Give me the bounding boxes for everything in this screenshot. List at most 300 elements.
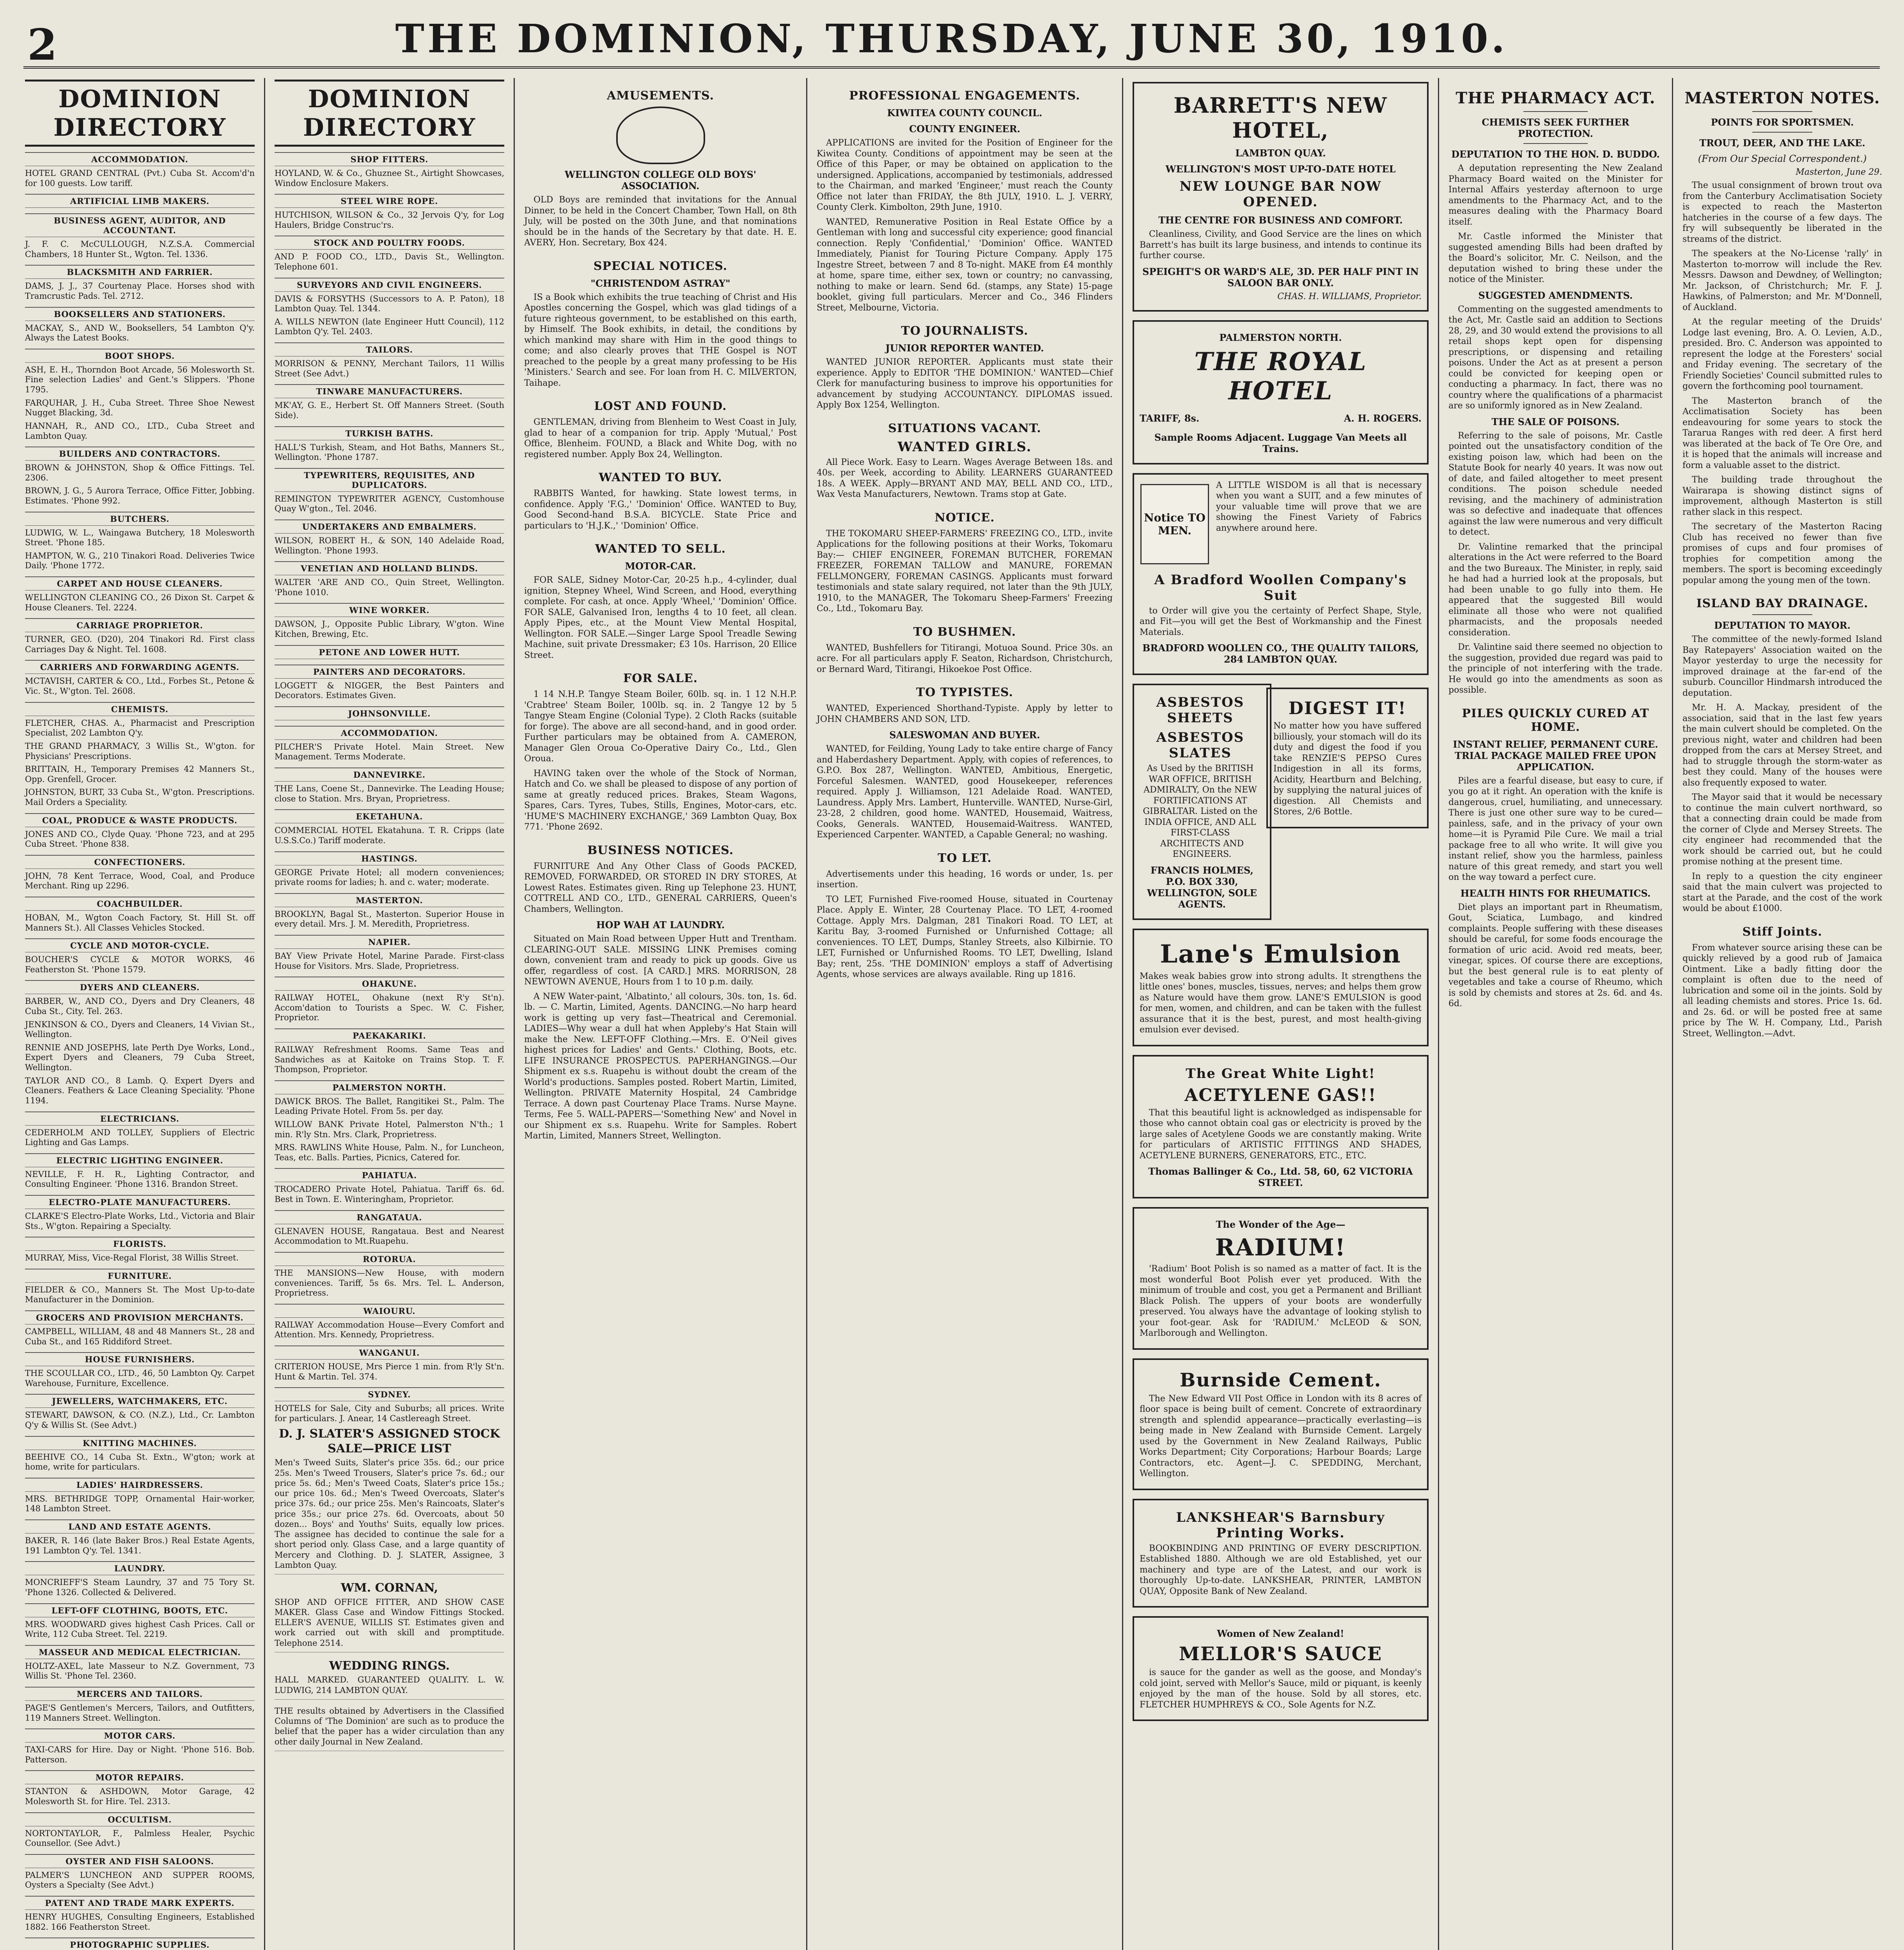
directory-category: TYPEWRITERS, REQUISITES, AND DUPLICATORS. bbox=[275, 468, 504, 492]
wanted-to-sell-body: FOR SALE, Sidney Motor-Car, 20-25 h.p., 4-cylinder, dual ignition, Stepney Wheel, Wind Screen, and Hood, everything complete. For cash, at once. Apply 'Wheel,' 'Dominion' Office. FOR SALE, Galvanised Iron, lengths 4 to 10 feet, all clean. Apply Pipes, etc., at the Mount View Mental Hospital, Wellington. FOR SALE.—Singer Large Spool Treadle Sewing Machine, suit private Dressmaker; £3 10s. Harrison, 20 Ellice Street. bbox=[524, 575, 797, 660]
lost-found-body: GENTLEMAN, driving from Blenheim to West Coast in July, glad to hear of a companion for trip. Apply 'Mutual,' Post Office, Blenheim. FOUND, a Black and White Dog, with no registered number. Apply Box 24, Wellington. bbox=[524, 417, 797, 459]
lost-found-heading: LOST AND FOUND. bbox=[594, 399, 727, 413]
divider bbox=[1752, 614, 1812, 615]
directory-entry: ASH, E. H., Thorndon Boot Arcade, 56 Molesworth St. Fine selection Ladies' and Gent.'s Slippers. 'Phone 1795. bbox=[25, 365, 255, 395]
directory-heading: DOMINION DIRECTORY bbox=[25, 80, 255, 147]
professional-body: APPLICATIONS are invited for the Position of Engineer for the Kiwitea County. Conditions of appointment may be seen at the Office of this Paper, or may be obtained on application to the undersigned. Applications, accompanied by testimonials, addressed to the Chairman, and marked 'Engineer,' must reach the County Office not later than FRIDAY, the 8th JULY, 1910. L. J. VERRY, County Clerk. Kimbolton, 29th June, 1910. bbox=[817, 138, 1113, 212]
directory-entry: NEVILLE, F. H. R., Lighting Contractor, and Consulting Engineer. 'Phone 1316. Brandon Street. bbox=[25, 1169, 255, 1189]
radium-head: The Wonder of the Age— bbox=[1216, 1219, 1346, 1230]
masterton-p4: The Masterton branch of the Acclimatisation Society has been endeavouring for some years to stock the Tararua Ranges with red deer. A first herd was liberated at the back of Te Ore Ore, and it is hoped that the animals will increase and form a valuable asset to the district. bbox=[1682, 396, 1882, 470]
woollen-body: A LITTLE WISDOM is all that is necessary when you want a SUIT, and a few minutes of your valuable time will prove that we are showing the Finest Variety of Fabrics anywhere around here. bbox=[1216, 480, 1422, 533]
directory-category: JOHNSONVILLE. bbox=[275, 706, 504, 720]
hotel-location: LAMBTON QUAY. bbox=[1235, 147, 1326, 159]
professional-heading: PROFESSIONAL ENGAGEMENTS. bbox=[849, 89, 1080, 103]
directory-entry: MRS. RAWLINS White House, Palm. N., for Luncheon, Teas, etc. Balls. Parties, Picnics, Catered for. bbox=[275, 1143, 504, 1162]
classified-ad bbox=[275, 1581, 504, 1652]
royal-meta bbox=[1140, 408, 1422, 427]
directory-entry: RAILWAY HOTEL, Ohakune (next R'y St'n). Accom'dation to Tourists a Spec. W. C. Fisher, Proprietor. bbox=[275, 993, 504, 1023]
directory-category: CARPET AND HOUSE CLEANERS. bbox=[25, 576, 255, 590]
special-notice-body: IS a Book which exhibits the true teaching of Christ and His Apostles concerning the Gospel, which was glad tidings of a future righteous government, to be established on this earth, by Himself. The Book exhibits, in detail, the conditions by which mankind may share with Him in the good things to come; and also clearly proves that THE Gospel is NOT preached to the people by a great many professing to be His 'Ministers.' Search and see. For loan from H. C. MILVERTON, Taihape. bbox=[524, 292, 797, 388]
directory-entry: BARBER, W., AND CO., Dyers and Dry Cleaners, 48 Cuba St., City. Tel. 263. bbox=[25, 996, 255, 1016]
for-sale-heading: FOR SALE. bbox=[623, 672, 698, 685]
column-directory-1 bbox=[16, 78, 265, 1950]
directory-category: PETONE AND LOWER HUTT. bbox=[275, 645, 504, 659]
directory-entry: HUTCHISON, WILSON & Co., 32 Jervois Q'y, for Log Haulers, Bridge Construc'rs. bbox=[275, 210, 504, 230]
directory-entry: A. WILLS NEWTON (late Engineer Hutt Council), 112 Lambton Q'y. Tel. 2403. bbox=[275, 317, 504, 337]
masterton-sub2: TROUT, DEER, AND THE LAKE. bbox=[1699, 137, 1865, 149]
directory-category: OYSTER AND FISH SALOONS. bbox=[25, 1854, 255, 1868]
directory-entry: STEWART, DAWSON, & CO. (N.Z.), Ltd., Cr. Lambton Q'y & Willis St. (See Advt.) bbox=[25, 1410, 255, 1430]
directory-entry: DAVIS & FORSYTHS (Successors to A. P. Paton), 18 Lambton Quay. Tel. 1344. bbox=[275, 294, 504, 314]
journalists-heading: TO JOURNALISTS. bbox=[901, 324, 1028, 338]
pharmacy-p2: Mr. Castle informed the Minister that suggested amending Bills had been drafted by the Board's solicitor, Mr. C. Neilson, and the deputation wished to bring these under the notice of the Minister. bbox=[1448, 232, 1663, 284]
directory-category: WINE WORKER. bbox=[275, 603, 504, 617]
directory-entry: HANNAH, R., AND CO., LTD., Cuba Street and Lambton Quay. bbox=[25, 421, 255, 441]
burnside-cement-ad bbox=[1133, 1358, 1429, 1490]
radium-title: RADIUM! bbox=[1215, 1234, 1346, 1261]
directory-category: EKETAHUNA. bbox=[275, 809, 504, 823]
mellors-sauce-ad bbox=[1133, 1616, 1429, 1721]
directory-category: WANGANUI. bbox=[275, 1346, 504, 1360]
pharmacy-p5: Dr. Valintine remarked that the principal alterations in the Act were referred to the Board and the two Bureaux. The Minister, in reply, said he had had a hurried look at the proposals, but had been unable to go fully into them. He appeared that the suggested Bill would eliminate all those who were not qualified pharmacists, and the proposals needed consideration. bbox=[1448, 542, 1663, 638]
directory-category: LEFT-OFF CLOTHING, BOOTS, ETC. bbox=[25, 1603, 255, 1617]
crest-caption: WELLINGTON COLLEGE OLD BOYS' ASSOCIATION. bbox=[564, 169, 757, 191]
directory-entry: LOGGETT & NIGGER, the Best Painters and Decorators. Estimates Given. bbox=[275, 681, 504, 700]
directory-category: CARRIERS AND FORWARDING AGENTS. bbox=[25, 660, 255, 674]
directory-category: BUTCHERS. bbox=[25, 512, 255, 526]
directory-entry: STANTON & ASHDOWN, Motor Garage, 42 Molesworth St. for Hire. Tel. 2313. bbox=[25, 1787, 255, 1806]
island-bay-heading: ISLAND BAY DRAINAGE. bbox=[1696, 597, 1869, 610]
to-let-body: TO LET, Furnished Five-roomed House, situated in Courtenay Place. Apply E. Winter, 28 Courtenay Place. TO LET, 4-roomed Cottage. Apply Mrs. Dalgman, 281 Tinakori Road. TO LET, at Karitu Bay, 3-roomed Furnished or Unfurnished Cottage; all conveniences. TO LET, Dumps, Stanley Streets, also Kilbirnie. TO LET, Furnished or Unfurnished Rooms. TO LET, Dwelling, Island Bay; rent, 25s. 'THE DOMINION' employs a staff of Advertising Agents, whose services are always available. Ring up 1816. bbox=[817, 894, 1113, 979]
directory-entry: THE GRAND PHARMACY, 3 Willis St., W'gton. for Physicians' Prescriptions. bbox=[25, 741, 255, 761]
directory-category: SHOP FITTERS. bbox=[275, 152, 504, 166]
directory-entry: DAWSON, J., Opposite Public Library, W'gton. Wine Kitchen, Brewing, Etc. bbox=[275, 619, 504, 639]
directory-category: FLORISTS. bbox=[25, 1237, 255, 1251]
asbestos-title1: ASBESTOS SHEETS bbox=[1156, 695, 1245, 726]
asbestos-ad bbox=[1133, 684, 1271, 920]
hotel-tagline: WELLINGTON'S MOST UP-TO-DATE HOTEL bbox=[1165, 163, 1396, 175]
directory-category: PATENT AND TRADE MARK EXPERTS. bbox=[25, 1896, 255, 1910]
directory-category: DYERS AND CLEANERS. bbox=[25, 980, 255, 994]
stiff-joints-heading: Stiff Joints. bbox=[1742, 925, 1822, 939]
radium-body: 'Radium' Boot Polish is so named as a matter of fact. It is the most wonderful Boot Polish ever yet produced. With the minimum of trouble and cost, you get a Permanent and Brilliant Black Polish. The uppers of your boots are wonderfully preserved. You always have the advantage of looking stylish to your foot-gear. Ask for 'RADIUM.' McLEOD & SON, Marlborough and Wellington. bbox=[1140, 1264, 1422, 1338]
directory-list bbox=[25, 152, 255, 1950]
hotel-body: Cleanliness, Civility, and Good Service are the lines on which Barrett's has built its large business, and intends to continue its further course. bbox=[1140, 229, 1422, 261]
directory-list bbox=[275, 152, 504, 1424]
asbestos-title2: ASBESTOS SLATES bbox=[1156, 730, 1245, 761]
directory-category: CHEMISTS. bbox=[25, 702, 255, 716]
ad-title: D. J. SLATER'S ASSIGNED STOCK SALE—PRICE LIST bbox=[279, 1427, 500, 1455]
directory-entry: MRS. BETHRIDGE TOPP, Ornamental Hair-worker, 148 Lambton Street. bbox=[25, 1494, 255, 1514]
mellor-body: is sauce for the gander as well as the goose, and Monday's cold joint, served with Mellor's Sauce, mild or piquant, is keenly enjoyed by the man of the house. Sold by all stores, etc. FLETCHER HUMPHREYS & CO., Sole Agents for N.Z. bbox=[1140, 1668, 1422, 1710]
ad-body: THE results obtained by Advertisers in the Classified Columns of 'The Dominion' are such as to produce the belief that the paper has a wider circulation than any other daily Journal in New Zealand. bbox=[275, 1706, 504, 1746]
special-notices-heading: SPECIAL NOTICES. bbox=[593, 259, 728, 273]
directory-entry: HOYLAND, W. & Co., Ghuznee St., Airtight Showcases, Window Enclosure Makers. bbox=[275, 168, 504, 188]
island-bay-p1: The committee of the newly-formed Island Bay Ratepayers' Association waited on the Mayor yesterday to urge the necessity for improved drainage at the far-end of the suburb. Councillor Hindmarsh introduced the deputation. bbox=[1682, 635, 1882, 698]
directory-entry: HENRY HUGHES, Consulting Engineers, Established 1882. 166 Featherston Street. bbox=[25, 1912, 255, 1932]
directory-category: VENETIAN AND HOLLAND BLINDS. bbox=[275, 561, 504, 575]
directory-entry: PILCHER'S Private Hotel. Main Street. New Management. Terms Moderate. bbox=[275, 742, 504, 762]
pharmacy-p1: A deputation representing the New Zealand Pharmacy Board waited on the Minister for Internal Affairs yesterday afternoon to urge amendments to the Pharmacy Act, and to the measures dealing with the Pharmacy Board itself. bbox=[1448, 163, 1663, 227]
directory-category: MOTOR CARS. bbox=[25, 1728, 255, 1743]
junior-reporter-heading: JUNIOR REPORTER WANTED. bbox=[885, 342, 1044, 354]
island-bay-p2: Mr. H. A. Mackay, president of the association, said that in the last few years the main culvert should be completed. On the previous night, water and children had been dropped from the cars at Mersey Street, and had to struggle through the storm-water as best they could. Many of the houses were also frequently exposed to water. bbox=[1682, 703, 1882, 788]
directory-entry: FLETCHER, CHAS. A., Pharmacist and Prescription Specialist, 202 Lambton Q'y. bbox=[25, 718, 255, 738]
lanes-emulsion-ad bbox=[1133, 929, 1429, 1046]
directory-entry: BEEHIVE CO., 14 Cuba St. Extn., W'gton; work at home, write for particulars. bbox=[25, 1452, 255, 1472]
directory-category: LAUNDRY. bbox=[25, 1561, 255, 1575]
asbestos-body: As Used by the BRITISH WAR OFFICE, BRITISH ADMIRALTY, On the NEW FORTIFICATIONS AT GIBRALTAR. Listed on the INDIA OFFICE, AND ALL FIRST-CLASS ARCHITECTS AND ENGINEERS. bbox=[1143, 764, 1258, 859]
digest-ad bbox=[1266, 688, 1429, 828]
directory-entry: CEDERHOLM AND TOLLEY, Suppliers of Electric Lighting and Gas Lamps. bbox=[25, 1127, 255, 1147]
directory-category: COAL, PRODUCE & WASTE PRODUCTS. bbox=[25, 813, 255, 827]
directory-entry: NORTONTAYLOR, F., Palmless Healer, Psychic Counsellor. (See Advt.) bbox=[25, 1828, 255, 1848]
ad-body: Men's Tweed Suits, Slater's price 35s. 6d.; our price 25s. Men's Tweed Trousers, Slater's price 7s. 6d.; our price 5s. 6d.; Men's Tweed Coats, Slater's price 15s.; our price 10s. 6d.; Men's Tweed Overcoats, Slater's price 37s. 6d.; our price 25s. Men's Raincoats, Slater's price 35s.; our price 27s. 6d. Overcoats, about 50 dozen... Boys' and Youths' Suits, equally low prices. The assignee has decided to continue the sale for a short period only. Glass Case, and a large quantity of Mercery and Clothing. D. J. SLATER, Assignee, 3 Lambton Quay. bbox=[275, 1458, 504, 1570]
directory-category: CYCLE AND MOTOR-CYCLE. bbox=[25, 938, 255, 952]
pharmacy-p3: Commenting on the suggested amendments to the Act, Mr. Castle said an addition to Sections 28, 29, and 30 would extend the provisions to all retail shops kept open for dispensing prescriptions, or dispensing and retailing poisons. Under the Act as at present a person could be convicted for keeping open or conducting a pharmacy. In fact, there was no country where the qualifications of a pharmacist are so uniformly ignored as in New Zealand. bbox=[1448, 304, 1663, 411]
directory-entry: MACKAY, S., AND W., Booksellers, 54 Lambton Q'y. Always the Latest Books. bbox=[25, 323, 255, 343]
bradford-woollen-ad bbox=[1133, 473, 1429, 675]
directory-entry: JOHNSTON, BURT, 33 Cuba St., W'gton. Prescriptions. Mail Orders a Speciality. bbox=[25, 787, 255, 807]
directory-category: CARRIAGE PROPRIETOR. bbox=[25, 618, 255, 632]
directory-entry: HOLTZ-AXEL, late Masseur to N.Z. Government, 73 Willis St. 'Phone Tel. 2360. bbox=[25, 1661, 255, 1681]
special-notice-title: "CHRISTENDOM ASTRAY" bbox=[590, 277, 730, 289]
wanted-girls-title: WANTED GIRLS. bbox=[897, 439, 1032, 455]
column-directory-2 bbox=[265, 78, 515, 1950]
pharmacy-sub2: DEPUTATION TO THE HON. D. BUDDO. bbox=[1451, 149, 1660, 160]
directory-category: ELECTRO-PLATE MANUFACTURERS. bbox=[25, 1195, 255, 1209]
gas-title: The Great White Light! bbox=[1186, 1065, 1376, 1081]
directory-entry: TURNER, GEO. (D20), 204 Tinakori Rd. First class Carriages Day & Night. Tel. 1608. bbox=[25, 635, 255, 654]
classified-ad bbox=[275, 1659, 504, 1700]
asbestos-agent: FRANCIS HOLMES, P.O. BOX 330, WELLINGTON, SOLE AGENTS. bbox=[1147, 864, 1257, 910]
directory-entry: BOUCHER'S CYCLE & MOTOR WORKS, 46 Featherston St. 'Phone 1579. bbox=[25, 955, 255, 974]
typistes-body: WANTED, Experienced Shorthand-Typiste. Apply by letter to JOHN CHAMBERS AND SON, LTD. bbox=[817, 704, 1113, 724]
motor-car-subhead: MOTOR-CAR. bbox=[625, 560, 696, 572]
directory-entry: CRITERION HOUSE, Mrs Pierce 1 min. from R'ly St'n. Hunt & Martin. Tel. 374. bbox=[275, 1361, 504, 1381]
directory-entry: THE MANSIONS—New House, with modern conveniences. Tariff, 5s 6s. Mrs. Tel. L. Anderson, Proprietress. bbox=[275, 1268, 504, 1298]
column-pharmacy bbox=[1439, 78, 1673, 1950]
directory-entry: MCTAVISH, CARTER & CO., Ltd., Forbes St., Petone & Vic. St., W'gton. Tel. 2608. bbox=[25, 676, 255, 696]
directory-category: MASTERTON. bbox=[275, 893, 504, 907]
directory-category: MERCERS AND TAILORS. bbox=[25, 1687, 255, 1701]
directory-entry: FIELDER & CO., Manners St. The Most Up-to-date Manufacturer in the Dominion. bbox=[25, 1285, 255, 1305]
directory-category: BUILDERS AND CONTRACTORS. bbox=[25, 447, 255, 461]
directory-entry: HOTELS for Sale, City and Suburbs; all prices. Write for particulars. J. Anear, 14 Castlereagh Street. bbox=[275, 1404, 504, 1423]
health-heading: HEALTH HINTS FOR RHEUMATICS. bbox=[1460, 887, 1651, 899]
typistes-heading: TO TYPISTES. bbox=[916, 686, 1014, 699]
woollen-row bbox=[1140, 480, 1422, 568]
wanted-to-buy-body: RABBITS Wanted, for hawking. State lowest terms, in confidence. Apply 'F.G.,' 'Dominion' Office. WANTED to Buy, Good Second-hand B.S.A. BICYCLE. State Price and particulars to 'H.J.K.,' 'Dominion' Office. bbox=[524, 489, 797, 531]
cement-body: The New Edward VII Post Office in London with its 8 acres of floor space is being built of cement. Concrete of extraordinary strength and splendid appearance—practically everlasting—is being made in New Zealand with Burnside Cement. Largely used by the Government in New Zealand Railways, Public Works Department; City Corporations; Harbour Boards; Large Contractors, etc. Agent—J. C. SPEDDING, Merchant, Wellington. bbox=[1140, 1393, 1422, 1478]
acetylene-ad bbox=[1133, 1055, 1429, 1199]
gas-name: Thomas Ballinger & Co., Ltd. 58, 60, 62 VICTORIA STREET. bbox=[1148, 1166, 1413, 1188]
directory-entry: GEORGE Private Hotel; all modern conveniences; private rooms for ladies; h. and c. water; moderate. bbox=[275, 867, 504, 887]
directory-category: SURVEYORS AND CIVIL ENGINEERS. bbox=[275, 278, 504, 292]
gas-title2: ACETYLENE GAS!! bbox=[1184, 1085, 1377, 1105]
royal-tariff: TARIFF, 8s. bbox=[1140, 412, 1200, 424]
woollen-name: BRADFORD WOOLLEN CO., THE QUALITY TAILORS, 284 LAMBTON QUAY. bbox=[1142, 642, 1419, 665]
pharmacy-p6: Dr. Valintine said there seemed no objection to the suggestion, provided due regard was paid to the principle of not interfering with the trade. He would go into the amendments as soon as possible. bbox=[1448, 642, 1663, 695]
pharmacy-sub1: CHEMISTS SEEK FURTHER PROTECTION. bbox=[1482, 117, 1629, 139]
pharmacy-heading: THE PHARMACY ACT. bbox=[1455, 89, 1656, 107]
directory-category: JEWELLERS, WATCHMAKERS, ETC. bbox=[25, 1394, 255, 1408]
directory-category: NAPIER. bbox=[275, 935, 504, 949]
directory-category: OCCULTISM. bbox=[25, 1812, 255, 1826]
directory-entry: TROCADERO Private Hotel, Pahiatua. Tariff 6s. 6d. Best in Town. E. Winteringham, Proprietor. bbox=[275, 1184, 504, 1204]
island-bay-p4: In reply to a question the city engineer said that the main culvert was projected to start at the Parade, and the cost of the work would be about £1000. bbox=[1682, 871, 1882, 913]
directory-entry: PALMER'S LUNCHEON AND SUPPER ROOMS, Oysters a Specialty (See Advt.) bbox=[25, 1870, 255, 1890]
to-let-intro: Advertisements under this heading, 16 words or under, 1s. per insertion. bbox=[817, 869, 1113, 890]
directory-category: TINWARE MANUFACTURERS. bbox=[275, 384, 504, 398]
wanted-to-buy-heading: WANTED TO BUY. bbox=[599, 471, 722, 484]
directory-entry: BAY View Private Hotel, Marine Parade. First-class House for Visitors. Mrs. Slade, Proprietress. bbox=[275, 951, 504, 971]
notice-body: THE TOKOMARU SHEEP-FARMERS' FREEZING CO., LTD., invite Applications for the following positions at their Works, Tokomaru Bay:— CHIEF ENGINEER, FOREMAN BUTCHER, FOREMAN FREEZER, FOREMAN TALLOW and MANURE, FOREMAN FELLMONGERY, FOREMAN CASINGS. Applicants must forward testimonials and state salary required, not later than the 9th JULY, 1910, to the MANAGER, The Tokomaru Sheep-Farmers' Freezing Co., Ltd., Tokomaru Bay. bbox=[817, 528, 1113, 613]
masterton-dateline: Masterton, June 29. bbox=[1796, 167, 1882, 177]
directory-entry: CLARKE'S Electro-Plate Works, Ltd., Victoria and Blair Sts., W'gton. Repairing a Specialty. bbox=[25, 1211, 255, 1231]
directory-category: ELECTRICIANS. bbox=[25, 1112, 255, 1126]
radium-ad bbox=[1133, 1207, 1429, 1350]
directory-entry: BAKER, R. 146 (late Baker Bros.) Real Estate Agents, 191 Lambton Q'y. Tel. 1341. bbox=[25, 1536, 255, 1555]
directory-category: MOTOR REPAIRS. bbox=[25, 1770, 255, 1784]
masterton-sub1: POINTS FOR SPORTSMEN. bbox=[1711, 117, 1854, 128]
directory-entry: GLENAVEN HOUSE, Rangataua. Best and Nearest Accommodation to Mt.Ruapehu. bbox=[275, 1226, 504, 1246]
directory-entry: WELLINGTON CLEANING CO., 26 Dixon St. Carpet & House Cleaners. Tel. 2224. bbox=[25, 593, 255, 612]
directory-entry: DAMS, J. J., 37 Courtenay Place. Horses shod with Tramcrustic Pads. Tel. 2712. bbox=[25, 281, 255, 301]
ad-body: SHOP AND OFFICE FITTER, AND SHOW CASE MAKER. Glass Case and Window Fittings Stocked. ELLER'S AVENUE, WILLIS ST. Estimates given and work carried out with skill and promptitude. Telephone 2514. bbox=[275, 1597, 504, 1648]
lankshear-ad bbox=[1133, 1499, 1429, 1608]
situations-vacant-heading: SITUATIONS VACANT. bbox=[888, 421, 1041, 435]
kiwitea-heading: KIWITEA COUNTY COUNCIL. bbox=[887, 107, 1042, 119]
directory-category: LADIES' HAIRDRESSERS. bbox=[25, 1478, 255, 1492]
directory-category: LAND AND ESTATE AGENTS. bbox=[25, 1519, 255, 1533]
hotel-beer: SPEIGHT'S OR WARD'S ALE, 3D. PER HALF PINT IN SALOON BAR ONLY. bbox=[1142, 266, 1419, 289]
directory-entry: FARQUHAR, J. H., Cuba Street. Three Shoe Newest Nugget Blacking, 3d. bbox=[25, 398, 255, 418]
directory-category: ARTIFICIAL LIMB MAKERS. bbox=[25, 194, 255, 208]
journalists-body: WANTED JUNIOR REPORTER. Applicants must state their experience. Apply to EDITOR 'THE DOMINION.' WANTED—Chief Clerk for manufacturing business to improve his opportunities for advancement by studying ACCOUNTANCY. DIPLOMAS issued. Apply Box 1254, Wellington. bbox=[817, 357, 1113, 410]
business-notices-body: FURNITURE And Any Other Class of Goods PACKED, REMOVED, FORWARDED, OR STORED IN DRY STORES, At Lowest Rates. Estimates given. Ring up Telephone 23. HUNT, COTTRELL AND CO., LTD., GENERAL CARRIERS, Queen's Chambers, Wellington. bbox=[524, 861, 797, 914]
directory-entry: TAXI-CARS for Hire. Day or Night. 'Phone 516. Bob. Patterson. bbox=[25, 1745, 255, 1764]
directory-entry: THE SCOULLAR CO., LTD., 46, 50 Lambton Qy. Carpet Warehouse, Furniture, Excellence. bbox=[25, 1369, 255, 1388]
newspaper-title: THE DOMINION, THURSDAY, JUNE 30, 1910. bbox=[395, 16, 1508, 62]
mellor-title: MELLOR'S SAUCE bbox=[1179, 1643, 1383, 1665]
directory-category: PAEKAKARIKI. bbox=[275, 1028, 504, 1042]
directory-entry: WILLOW BANK Private Hotel, Palmerston N'th.; 1 min. R'ly Stn. Mrs. Clark, Proprietress. bbox=[275, 1120, 504, 1139]
directory-entry: JONES AND CO., Clyde Quay. 'Phone 723, and at 295 Cuba Street. 'Phone 838. bbox=[25, 829, 255, 849]
masterton-p6: The secretary of the Masterton Racing Club has received no fewer than five promises of cups and four promises of trophies for competition among the members. The sport is becoming exceedingly popular among the young men of the town. bbox=[1682, 522, 1882, 585]
lanes-title: Lane's Emulsion bbox=[1160, 939, 1401, 969]
directory-entry: RENNIE AND JOSEPHS, late Perth Dye Works, Lond., Expert Dyers and Cleaners, 79 Cuba Street, Wellington. bbox=[25, 1042, 255, 1072]
directory-category: COACHBUILDER. bbox=[25, 897, 255, 911]
directory-entry: WILSON, ROBERT H., & SON, 140 Adelaide Road, Wellington. 'Phone 1993. bbox=[275, 535, 504, 555]
directory-entry: JOHN, 78 Kent Terrace, Wood, Coal, and Produce Merchant. Ring up 2296. bbox=[25, 871, 255, 891]
barretts-hotel-ad bbox=[1133, 82, 1429, 312]
masterton-p5: The building trade throughout the Wairarapa is showing distinct signs of improvement, although Masterton is still rather slack in this respect. bbox=[1682, 475, 1882, 517]
hotel-centre: THE CENTRE FOR BUSINESS AND COMFORT. bbox=[1158, 214, 1403, 226]
divider bbox=[1752, 111, 1812, 112]
pharmacy-sub3: SUGGESTED AMENDMENTS. bbox=[1478, 289, 1633, 301]
divider bbox=[1523, 143, 1588, 144]
royal-body: Sample Rooms Adjacent. Luggage Van Meets all Trains. bbox=[1154, 431, 1407, 454]
directory-heading: DOMINION DIRECTORY bbox=[275, 80, 504, 147]
directory-entry: THE Lans, Coene St., Dannevirke. The Leading House; close to Station. Mrs. Bryan, Proprietress. bbox=[275, 784, 504, 803]
column2-ads bbox=[275, 1427, 504, 1751]
bushmen-body: WANTED, Bushfellers for Titirangi, Motuoa Sound. Price 30s. an acre. For all particulars apply F. Seaton, Richardson, Christchurch, or Bernard Ward, Titirangi, Hikoekoe Post Office. bbox=[817, 643, 1113, 674]
directory-category: PAHIATUA. bbox=[275, 1168, 504, 1182]
cement-title: Burnside Cement. bbox=[1179, 1369, 1382, 1391]
to-let-heading: TO LET. bbox=[938, 851, 992, 865]
amusements-body: OLD Boys are reminded that invitations for the Annual Dinner, to be held in the Concert Chamber, Town Hall, on 8th July, will be posted on the 30th June, and that nominations should be in the hands of the Secretary by that date. H. E. AVERY, Hon. Secretary, Box 424. bbox=[524, 195, 797, 248]
directory-category: UNDERTAKERS AND EMBALMERS. bbox=[275, 519, 504, 534]
mellor-head: Women of New Zealand! bbox=[1217, 1628, 1344, 1639]
directory-category: PHOTOGRAPHIC SUPPLIES. bbox=[25, 1938, 255, 1950]
directory-entry: J. F. C. McCULLOUGH, N.Z.S.A. Commercial Chambers, 18 Hunter St., Wgton. Tel. 1336. bbox=[25, 239, 255, 259]
directory-entry: HOBAN, M., Wgton Coach Factory, St. Hill St. off Manners St.). All Classes Vehicles Stocked. bbox=[25, 913, 255, 932]
directory-category: BUSINESS AGENT, AUDITOR, AND ACCOUNTANT. bbox=[25, 213, 255, 237]
print-body: BOOKBINDING AND PRINTING OF EVERY DESCRIPTION. Established 1880. Although we are old Established, yet our machinery and type are of the Latest, and our work is thoroughly Up-to-date. LANKSHEAR, PRINTER, LAMBTON QUAY, Opposite Bank of New Zealand. bbox=[1140, 1543, 1422, 1596]
business-notices-heading: BUSINESS NOTICES. bbox=[587, 843, 734, 857]
saleswoman-body: WANTED, for Feilding, Young Lady to take entire charge of Fancy and Haberdashery Department. Apply, with copies of references, to G.P.O. Box 287, Wellington. WANTED, Ambitious, Energetic, Forceful Salesmen. WANTED, good Housekeeper, references required. Apply J. Williamson, 121 Adelaide Road. WANTED, Laundress. Apply Mrs. Lambert, Hunterville. WANTED, Nurse-Girl, 23-28, 2 children, good home. WANTED, Housemaid, Waitress, Cooks, Generals. WANTED, Housemaid-Waitress. WANTED, Experienced Carpenter. WANTED, a Capable General; no washing. bbox=[817, 744, 1113, 840]
directory-category: KNITTING MACHINES. bbox=[25, 1436, 255, 1450]
directory-entry: BRITTAIN, H., Temporary Premises 42 Manners St., Opp. Grenfell, Grocer. bbox=[25, 764, 255, 784]
county-engineer-heading: COUNTY ENGINEER. bbox=[909, 123, 1020, 135]
directory-category: FURNITURE. bbox=[25, 1269, 255, 1283]
directory-category: STOCK AND POULTRY FOODS. bbox=[275, 236, 504, 250]
hotel-headline: NEW LOUNGE BAR NOW OPENED. bbox=[1179, 179, 1382, 210]
directory-category: TURKISH BATHS. bbox=[275, 426, 504, 440]
directory-category: RANGATAUA. bbox=[275, 1210, 504, 1224]
directory-entry: MONCRIEFF'S Steam Laundry, 37 and 75 Tory St. 'Phone 1326. Collected & Delivered. bbox=[25, 1578, 255, 1597]
directory-category: WAIOURU. bbox=[275, 1304, 504, 1318]
digest-title: DIGEST IT! bbox=[1288, 698, 1407, 718]
directory-entry: MK'AY, G. E., Herbert St. Off Manners Street. (South Side). bbox=[275, 401, 504, 420]
piles-body: Piles are a fearful disease, but easy to cure, if you go at it right. An operation with the knife is dangerous, cruel, humiliating, and unnecessary. There is just one other sure way to be cured—painless, safe, and in the privacy of your own home—it is Pyramid Pile Cure. We mail a trial package free to all who write. It will give you instant relief, show you the harmless, painless nature of this great remedy, and start you well on the way toward a perfect cure. bbox=[1448, 776, 1663, 882]
classified-ad bbox=[275, 1706, 504, 1751]
directory-entry: HAMPTON, W. G., 210 Tinakori Road. Deliveries Twice Daily. 'Phone 1772. bbox=[25, 551, 255, 571]
masterton-byline: (From Our Special Correspondent.) bbox=[1698, 153, 1867, 164]
directory-category: OHAKUNE. bbox=[275, 977, 504, 991]
directory-category: TAILORS. bbox=[275, 342, 504, 356]
woollen-title: A Bradford Woollen Company's Suit bbox=[1154, 572, 1407, 603]
college-crest-image bbox=[616, 106, 705, 164]
directory-category: STEEL WIRE ROPE. bbox=[275, 194, 504, 208]
amusements-heading: AMUSEMENTS. bbox=[606, 89, 714, 103]
masterton-heading: MASTERTON NOTES. bbox=[1684, 89, 1880, 107]
column-amusements bbox=[515, 78, 807, 1950]
piles-heading: PILES QUICKLY CURED AT HOME. bbox=[1462, 706, 1649, 734]
royal-name: THE ROYAL HOTEL bbox=[1194, 347, 1367, 406]
directory-entry: MORRISON & PENNY, Merchant Tailors, 11 Willis Street (See Advt.) bbox=[275, 359, 504, 378]
directory-entry: AND P. FOOD CO., LTD., Davis St., Wellington. Telephone 601. bbox=[275, 252, 504, 272]
directory-entry: TAYLOR AND CO., 8 Lamb. Q. Expert Dyers and Cleaners. Feathers & Lace Cleaning Speciality. 'Phone 1194. bbox=[25, 1076, 255, 1105]
pharmacy-p4: Referring to the sale of poisons, Mr. Castle pointed out the unsatisfactory condition of the existing poison law, which had been on the Statute Book for nearly 40 years. It was now out of date, and failed altogether to meet present conditions. The poison schedule needed revising, and the machinery of administration was so defective and inadequate that offences against the law were numerous and very difficult to detect. bbox=[1448, 431, 1663, 537]
piles-sub: INSTANT RELIEF, PERMANENT CURE. TRIAL PACKAGE MAILED FREE UPON APPLICATION. bbox=[1453, 738, 1658, 773]
directory-category: HOUSE FURNISHERS. bbox=[25, 1352, 255, 1366]
directory-category: BOOT SHOPS. bbox=[25, 349, 255, 363]
directory-entry: HOTEL GRAND CENTRAL (Pvt.) Cuba St. Accom'd'n for 100 guests. Low tariff. bbox=[25, 168, 255, 188]
ad-body: HALL MARKED. GUARANTEED QUALITY. L. W. LUDWIG, 214 LAMBTON QUAY. bbox=[275, 1675, 504, 1695]
masterton-p1: The usual consignment of brown trout ova from the Canterbury Acclimatisation Society is expected to reach the Masterton hatcheries in the course of a few days. The fry will subsequently be liberated in the streams of the district. bbox=[1682, 181, 1882, 244]
directory-entry: RAILWAY Accommodation House—Every Comfort and Attention. Mrs. Kennedy, Proprietress. bbox=[275, 1320, 504, 1340]
for-sale-body: 1 14 N.H.P. Tangye Steam Boiler, 60lb. sq. in. 1 12 N.H.P. 'Crabtree' Steam Boiler, 100lb. sq. in. 2 Tangye 12 by 5 Tangye Steam Engine (Colonial Type). 2 Cloth Racks (suitable for forge). The above are all second-hand, and in good order. Further particulars may be obtained from A. CAMERON, Manager Glen Oroua Co-Operative Dairy Co., Ltd., Glen Oroua. bbox=[524, 690, 797, 764]
notice-to-men-sign: Notice TO MEN. bbox=[1140, 484, 1209, 564]
saleswoman-heading: SALESWOMAN AND BUYER. bbox=[889, 729, 1040, 741]
directory-category: MASSEUR AND MEDICAL ELECTRICIAN. bbox=[25, 1645, 255, 1659]
wanted-to-sell-heading: WANTED TO SELL. bbox=[595, 542, 726, 556]
page-number: 2 bbox=[27, 20, 57, 70]
directory-entry: DAWICK BROS. The Ballet, Rangitikei St., Palm. The Leading Private Hotel. From 5s. per day. bbox=[275, 1096, 504, 1116]
laundry-heading: HOP WAH AT LAUNDRY. bbox=[596, 919, 725, 931]
woollen-body2: to Order will give you the certainty of Perfect Shape, Style, and Fit—you will get the Best of Workmanship and the Finest Materials. bbox=[1140, 606, 1422, 637]
bushmen-heading: TO BUSHMEN. bbox=[913, 625, 1016, 639]
misc-notices-body: A NEW Water-paint, 'Albatinto,' all colours, 30s. ton, 1s. 6d. lb. — C. Martin, Limited, Agents. DANCING.—No harp heard work is getting up very fast—Theatrical and Ceremonial. LADIES—Why wear a dull hat when Appleby's Hat Stain will make the New. LEFT-OFF Clothing.—Mrs. E. O'Neil gives highest prices for Ladies' and Gents.' Clothing, Boots, etc. LIFE INSURANCE PROSPECTUS. PAPERHANGINGS.—Our Shipment ex s.s. Ruapehu is without doubt the cream of the World's productions. Samples posted. Robert Martin, Limited, Wellington. PRIVATE Maternity Hospital, 24 Cambridge Terrace. A down past Courtenay Place Trams. Nurse Mayne. Terms, Fee 5. WALL-PAPERS—'Something New' and Novel in our Shipment ex s.s. Ruapehu. Write for Samples. Robert Martin, Limited, Manners Street, Wellington. bbox=[524, 991, 797, 1141]
digest-body: No matter how you have suffered billiously, your stomach will do its duty and digest the food if you take RENZIE'S PEPSO Cures Indigestion in all its forms, Acidity, Heartburn and Belching, by supplying the natural juices of digestion. All Chemists and Stores, 2/6 Bottle. bbox=[1273, 721, 1422, 817]
directory-category: HASTINGS. bbox=[275, 851, 504, 865]
directory-category: ELECTRIC LIGHTING ENGINEER. bbox=[25, 1153, 255, 1167]
hotel-name: BARRETT'S NEW HOTEL, bbox=[1174, 93, 1388, 143]
directory-entry: CAMPBELL, WILLIAM, 48 and 48 Manners St., 28 and Cuba St., and 165 Riddiford Street. bbox=[25, 1327, 255, 1346]
directory-category: ACCOMMODATION. bbox=[275, 726, 504, 740]
stiff-joints-body: From whatever source arising these can be quickly relieved by a good rub of Jamaica Ointment. Like a badly fitting door the complaint is often due to the need of lubrication and some oil in the joints. Sold by all leading chemists and stores. Price 1s. 6d. and 2s. 6d. or will be posted free at same price by The W. H. Company, Ltd., Parish Street, Wellington.—Advt. bbox=[1682, 943, 1882, 1039]
directory-entry: WALTER 'ARE AND CO., Quin Street, Wellington. 'Phone 1010. bbox=[275, 578, 504, 597]
directory-entry: PAGE'S Gentlemen's Mercers, Tailors, and Outfitters, 119 Manners Street. Wellington. bbox=[25, 1703, 255, 1723]
masterton-p2: The speakers at the No-License 'rally' in Masterton to-morrow will include the Rev. Messrs. Dawson and Dewdney, of Wellington; Mr. Jackson, of Christchurch; Mr. F. J. Hawkins, of Palmerston; and Mr. M'Donnell, of Auckland. bbox=[1682, 249, 1882, 312]
hotel-owner: CHAS. H. WILLIAMS, Proprietor. bbox=[1277, 291, 1422, 301]
royal-location: PALMERSTON NORTH. bbox=[1219, 332, 1342, 343]
health-body: Diet plays an important part in Rheumatism, Gout, Sciatica, Lumbago, and kindred complaints. People suffering with these diseases should be careful, for some foods encourage the formation of uric acid. Avoid red meats, beer, vinegar, spices. Of course there are exceptions, but the best general rule is to eat plenty of vegetables and take a course of Rheumo, which is sold by chemists and stores at 2s. 6d. and 4s. 6d. bbox=[1448, 902, 1663, 1009]
directory-entry: MURRAY, Miss, Vice-Regal Florist, 38 Willis Street. bbox=[25, 1253, 239, 1263]
directory-category: SYDNEY. bbox=[275, 1387, 504, 1401]
island-bay-sub: DEPUTATION TO MAYOR. bbox=[1714, 620, 1851, 631]
royal-hotel-ad bbox=[1133, 320, 1429, 464]
wanted-girls-body: All Piece Work. Easy to Learn. Wages Average Between 18s. and 40s. per Week, according to Ability. LEARNERS GUARANTEED 18s. A WEEK. Apply—BRYANT AND MAY, BELL AND CO., LTD., Wax Vesta Manufacturers, Newtown. Trams stop at Gate. bbox=[817, 457, 1113, 499]
directory-category: DANNEVIRKE. bbox=[275, 768, 504, 782]
royal-owner: A. H. ROGERS. bbox=[1344, 412, 1422, 424]
ad-title: WEDDING RINGS. bbox=[329, 1659, 450, 1673]
classified-ad bbox=[275, 1427, 504, 1574]
directory-category: ROTORUA. bbox=[275, 1252, 504, 1266]
directory-entry: COMMERCIAL HOTEL Ekatahuna. T. R. Cripps (late U.S.S.Co.) Tariff moderate. bbox=[275, 826, 504, 845]
directory-category: ACCOMMODATION. bbox=[25, 152, 255, 166]
directory-entry: HALL'S Turkish, Steam, and Hot Baths, Manners St., Wellington. 'Phone 1787. bbox=[275, 442, 504, 462]
masthead bbox=[23, 8, 1880, 69]
directory-category: PAINTERS AND DECORATORS. bbox=[275, 665, 504, 679]
notice-sign bbox=[1140, 480, 1210, 568]
directory-entry: LUDWIG, W. L., Waingawa Butchery, 18 Molesworth Street. 'Phone 185. bbox=[25, 528, 255, 548]
directory-entry: BROWN & JOHNSTON, Shop & Office Fittings. Tel. 2306. bbox=[25, 463, 255, 482]
directory-category: PALMERSTON NORTH. bbox=[275, 1080, 504, 1094]
island-bay-p3: The Mayor said that it would be necessary to continue the main culvert northward, so that a connecting drain could be made from the corner of Clyde and Mersey Streets. The city engineer had recommended that the work should be carried out, but he could promise nothing at the present time. bbox=[1682, 792, 1882, 867]
having-taken-body: HAVING taken over the whole of the Stock of Norman, Hatch and Co. we shall be pleased to dispose of any portion of same at greatly reduced prices. Brakes, Steam Wagons, Spares, Cars. Tyres, Tubes, Stills, Engines, Motor-cars, etc. 'HUME'S MACHINERY EXCHANGE,' 369 Lambton Quay, Box 771. 'Phone 2692. bbox=[524, 768, 797, 832]
column-display-ads bbox=[1123, 78, 1439, 1950]
directory-entry: BROOKLYN, Bagal St., Masterton. Superior House in every detail. Mrs. J. M. Meredith, Proprietress. bbox=[275, 909, 504, 929]
laundry-body: Situated on Main Road between Upper Hutt and Trentham. CLEARING-OUT SALE. MISSING LINK Premises coming down, convenient tram and ready to pick up goods. Give us offer, regardless of cost. [A CARD.] MRS. MORRISON, 28 NEWTOWN AVENUE, Hours from 1 to 10 p.m. daily. bbox=[524, 934, 797, 987]
directory-category: GROCERS AND PROVISION MERCHANTS. bbox=[25, 1310, 255, 1324]
lanes-body: Makes weak babies grow into strong adults. It strengthens the little ones' bones, muscles, tissues, nerves; and helps them grow as Nature would have them grow. LANE'S EMULSION is good for men, women, and children, and can be taken with the fullest assurance that it is the best, purest, and most health-giving emulsion ever devised. bbox=[1140, 971, 1422, 1035]
wanted-body: WANTED, Remunerative Position in Real Estate Office by a Gentleman with long and successful city experience; good financial connection. Reply 'Confidential,' 'Dominion' Office. WANTED Immediately, Pianist for Touring Picture Company. Apply 175 Ingestre Street, between 7 and 8 To-night. MAKE from £4 monthly at home, spare time, either sex, town or country; no canvassing, nothing to make or learn. Send 6d. (stamps, any State) 15-page booklet, giving full particulars. Mercer and Co., 346 Flinders Street, Melbourne, Victoria. bbox=[817, 217, 1113, 313]
ad-title: WM. CORNAN, bbox=[340, 1581, 438, 1595]
column-masterton bbox=[1673, 78, 1892, 1950]
divider bbox=[1752, 132, 1812, 133]
gas-body: That this beautiful light is acknowledged as indispensable for those who cannot obtain coal gas or electricity is proved by the large sales of Acetylene Goods we are constantly making. Write for particulars of ARTISTIC FITTINGS AND SHADES, ACETYLENE BURNERS, GENERATORS, ETC., ETC. bbox=[1140, 1108, 1422, 1161]
divider bbox=[1523, 111, 1588, 112]
directory-category: BLACKSMITH AND FARRIER. bbox=[25, 265, 255, 279]
notice-heading: NOTICE. bbox=[934, 511, 995, 525]
pharmacy-sub4: THE SALE OF POISONS. bbox=[1491, 416, 1620, 427]
column-professional bbox=[807, 78, 1123, 1950]
print-title: LANKSHEAR'S Barnsbury Printing Works. bbox=[1176, 1509, 1385, 1541]
masterton-p3: At the regular meeting of the Druids' Lodge last evening, Bro. A. O. Levien, A.D., presided. Bro. C. Anderson was appointed to represent the lodge at the Foresters' social and Friday evening. The secretary of the Friendly Societies' Council submitted rules to govern the forthcoming pool tournament. bbox=[1682, 317, 1882, 391]
